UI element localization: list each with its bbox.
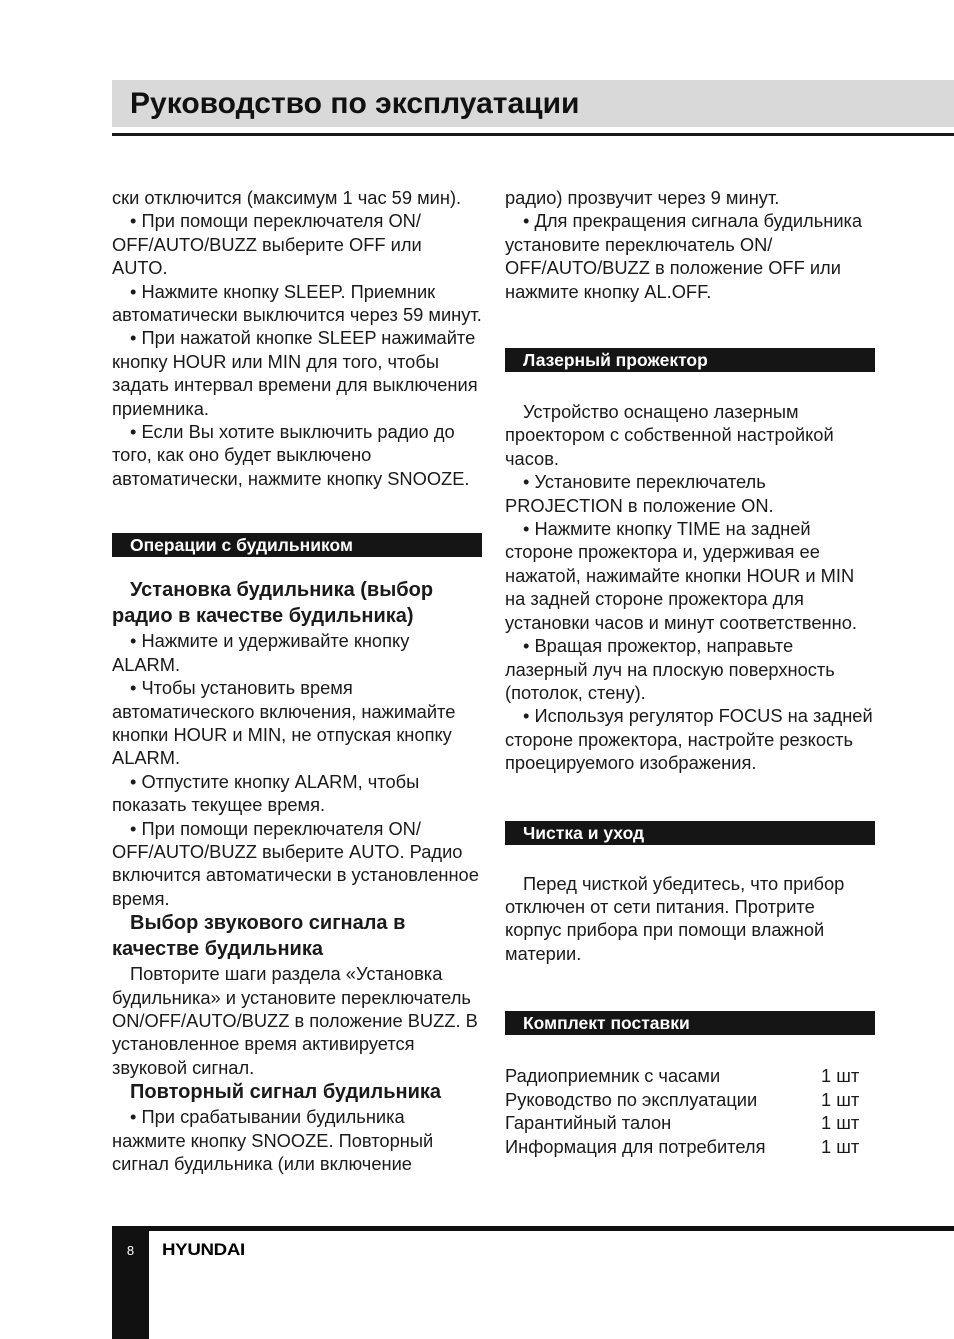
paragraph: Повторите шаги раздела «Установка будильника» и установите переключатель ON/OFF/AUTO/BUZZ в положение BUZZ. В установленное время активируется звуковой сигнал. (112, 963, 478, 1078)
left-column (112, 186, 482, 1175)
kit-item: Гарантийный талон (505, 1112, 672, 1134)
bullet-item: • Если Вы хотите выключить радио до того, как оно будет выключено автоматически, нажмите кнопку SNOOZE. (112, 421, 470, 489)
bullet-item: • Нажмите кнопку TIME на задней стороне прожектора и, удерживая ее нажатой, нажимайте кнопки HOUR и MIN на задней стороне прожектора для установки часов и минут соответственно. (505, 518, 857, 633)
bullet-item: • Используя регулятор FOCUS на задней стороне прожектора, настройте резкость проецируемого изображения. (505, 705, 873, 774)
kit-item: Информация для потребителя (505, 1135, 766, 1157)
bullet-item: • Вращая прожектор, направьте лазерный луч на плоскую поверхность (потолок, стену). (505, 635, 835, 703)
bullet-item: • При помощи переключателя ON/ OFF/AUTO/BUZZ выберите AUTO. Радио включится автоматически в установленное время. (112, 817, 479, 909)
kit-qty: 1 шт (821, 1135, 860, 1157)
page-number: 8 (126, 1243, 135, 1258)
bullet-item: • Для прекращения сигнала будильника установите переключатель ON/ OFF/AUTO/BUZZ в положение OFF или нажмите кнопку AL.OFF. (505, 210, 863, 302)
kit-item: Руководство по эксплуатации (505, 1088, 758, 1110)
table-row (505, 1088, 865, 1112)
subheading-repeat: Повторный сигнал будильника (130, 1081, 442, 1104)
kit-item: Радиоприемник с часами (505, 1065, 721, 1087)
kit-table (505, 1064, 865, 1158)
paragraph: радио) прозвучит через 9 минут. (505, 187, 780, 208)
page-title: Руководство по эксплуатации (130, 87, 580, 120)
section-heading-alarm: Операции с будильником (112, 533, 482, 557)
brand-logo: HYUNDAI (162, 1240, 245, 1259)
right-column (505, 186, 875, 1159)
table-row (505, 1111, 865, 1135)
bullet-item: • Отпустите кнопку ALARM, чтобы показать текущее время. (112, 770, 420, 816)
paragraph: Перед чисткой убедитесь, что прибор отключен от сети питания. Протрите корпус прибора при помощи влажной материи. (505, 872, 845, 964)
header-divider (112, 133, 954, 136)
table-row (505, 1135, 865, 1159)
bullet-item: • Нажмите и удерживайте кнопку ALARM. (112, 630, 410, 675)
table-row (505, 1064, 865, 1088)
subheading-buzz: Выбор звукового сигнала в качестве будильника (112, 912, 406, 961)
bullet-item: • При нажатой кнопке SLEEP нажимайте кнопку HOUR или MIN для того, чтобы задать интервал времени для выключения приемника. (112, 327, 478, 419)
footer-divider (112, 1226, 954, 1231)
kit-qty: 1 шт (821, 1088, 860, 1110)
section-heading-kit: Комплект поставки (505, 1011, 875, 1035)
bullet-item: • Нажмите кнопку SLEEP. Приемник автоматически выключится через 59 минут. (112, 280, 482, 326)
section-heading-laser: Лазерный прожектор (505, 348, 875, 372)
bullet-item: • При помощи переключателя ON/ OFF/AUTO/BUZZ выберите OFF или AUTO. (112, 210, 422, 279)
bullet-item: • При срабатывании будильника нажмите кнопку SNOOZE. Повторный сигнал будильника (или включение (112, 1106, 434, 1174)
paragraph: Устройство оснащено лазерным проектором с собственной настройкой часов. (505, 401, 834, 469)
subheading-set-alarm: Установка будильника (выбор радио в качестве будильника) (112, 579, 434, 628)
bullet-item: • Установите переключатель PROJECTION в положение ON. (505, 471, 774, 516)
paragraph: ски отключится (максимум 1 час 59 мин). (112, 187, 462, 208)
kit-qty: 1 шт (821, 1065, 860, 1087)
kit-qty: 1 шт (821, 1112, 860, 1134)
section-heading-care: Чистка и уход (505, 821, 875, 845)
bullet-item: • Чтобы установить время автоматического включения, нажимайте кнопки HOUR и MIN, не отпуская кнопку ALARM. (112, 677, 456, 769)
